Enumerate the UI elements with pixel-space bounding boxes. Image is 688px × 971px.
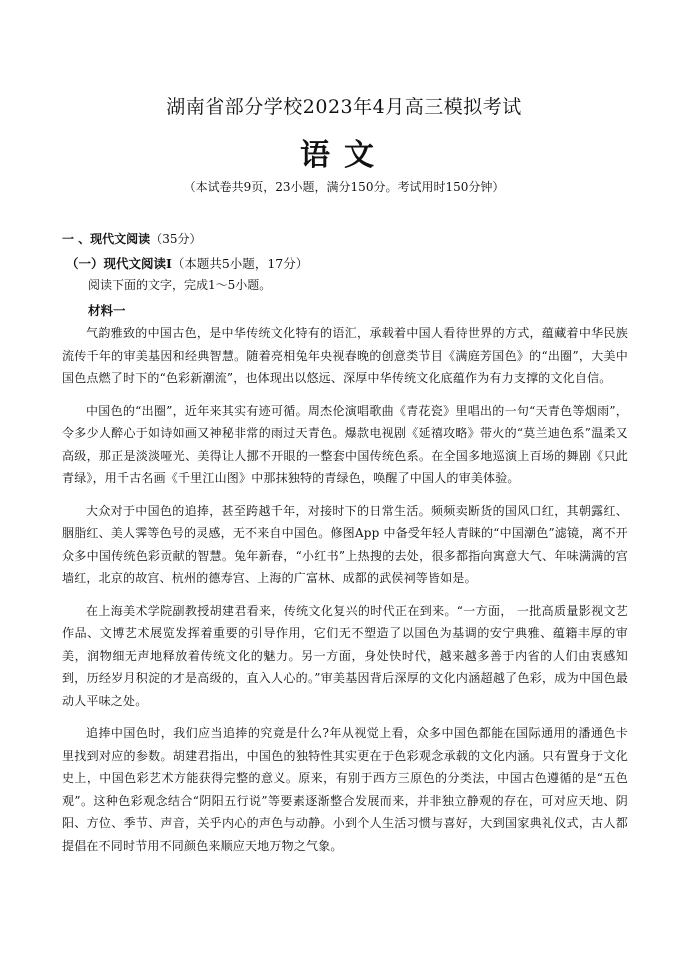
subsection-points: （本题共5小题，17分） — [171, 256, 309, 271]
paragraph: 大众对于中国色的追捧，甚至跨越千年，对接时下的日常生活。频频卖断货的国风口红，其朝露红、胭脂红、美人霁等色号的灵感，无不来自中国色。修图App 中备受年轻人青睐的“中国潮色”滤镜，离不开众多中国传统色彩贡献的智慧。兔年新春，“小红书”上热搜的去处，很多都指向寓意大气、年味满满的宫墙红，北京的故宫、杭州的德寿宫、上海的广富林、成都的武侯祠等皆如是。 — [62, 503, 628, 585]
exam-info: （本试卷共9页，23小题，满分150分。考试用时150分钟） — [183, 180, 505, 194]
section-heading — [62, 230, 201, 247]
passage-body — [62, 322, 628, 867]
paragraph: 追捧中国色时，我们应当追捧的究竟是什么?年从视觉上看，众多中国色都能在国际通用的潘通色卡里找到对应的参数。胡建君指出，中国色的独特性其实更在于色彩观念承载的文化内涵。只有置身于文化史上，中国色彩艺术方能获得完整的意义。原来，有别于西方三原色的分类法，中国古色遵循的是“五色观”。这种色彩观念结合“阴阳五行说”等要素逐渐整合发展而来，并非独立静观的存在，可对应天地、阴阳、方位、季节、声音，关乎内心的声色与动静。小到个人生活习惯与喜好，大到国家典礼仪式，古人都提倡在不同时节用不同颜色来顺应天地万物之气象。 — [62, 726, 628, 853]
material-label: 材料一 — [88, 303, 126, 318]
reading-instruction: 阅读下面的文字，完成1～5小题。 — [88, 278, 272, 292]
paragraph: 中国色的“出圈”，近年来其实有迹可循。周杰伦演唱歌曲《青花瓷》里唱出的一句“天青色等烟雨”，令多少人醉心于如诗如画又神秘非常的雨过天青色。爆款电视剧《延禧攻略》带火的“莫兰迪色系”温柔又高级，那正是淡淡哑光、美得让人挪不开眼的一整套中国传统色系。在全国多地巡演上百场的舞剧《只此青绿》，用千古名画《千里江山图》中那抹独特的青绿色，唤醒了中国人的审美体验。 — [62, 403, 628, 485]
subject-title: 语文 — [300, 138, 388, 173]
paragraph: 气韵雅致的中国古色，是中华传统文化特有的语汇，承载着中国人看待世界的方式，蕴藏着中华民族流传千年的审美基因和经典智慧。随着亮相兔年央视春晚的创意类节目《满庭芳国色》的“出圈”，大美中国色点燃了时下的“色彩新潮流”，也体现出以悠远、深厚中华传统文化底蕴作为有力支撑的文化自信。 — [62, 326, 628, 385]
exam-title: 湖南省部分学校2023年4月高三模拟考试 — [166, 96, 522, 118]
section-title: 一 、现代文阅读 — [62, 232, 151, 246]
paragraph: 在上海美术学院副教授胡建君看来，传统文化复兴的时代正在到来。“一方面， 一批高质量影视文艺作品、文博艺术展览发挥着重要的引导作用，它们无不塑造了以国色为基调的安宁典雅、蕴籍丰厚的审美，润物细无声地释放着传统文化的魅力。另一方面，身处快时代，越来越多善于内省的人们由衷感知到，历经岁月积淀的才是高级的，直入人心的。”审美基因背后深厚的文化内涵超越了色彩，成为中国色最动人平味之处。 — [62, 603, 628, 708]
section-points: （35分） — [150, 232, 202, 246]
subsection-title: （一）现代文阅读Ⅰ — [66, 256, 172, 271]
subsection-heading — [66, 254, 308, 272]
